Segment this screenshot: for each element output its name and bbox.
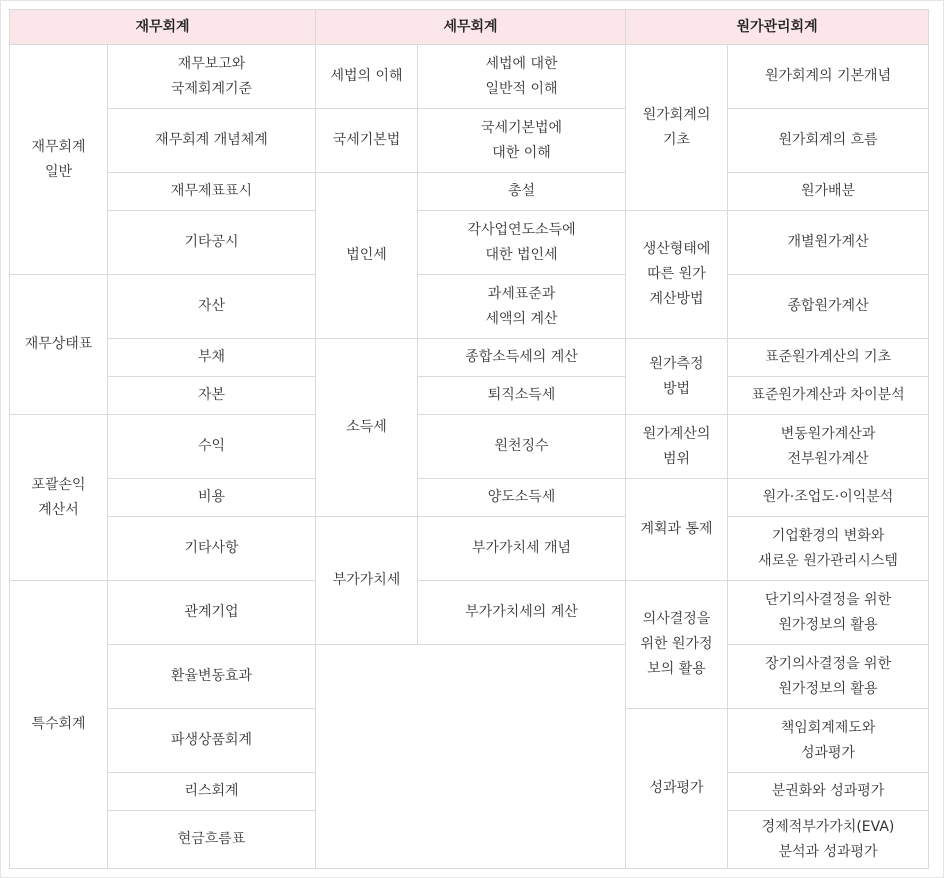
cost-item-cell: 표준원가계산과 차이분석 xyxy=(728,377,929,415)
table-row xyxy=(10,45,929,109)
financial-item-cell: 수익 xyxy=(108,415,316,479)
table-row xyxy=(10,581,929,645)
table-row xyxy=(10,645,929,709)
cost-item-cell: 분권화와 성과평가 xyxy=(728,773,929,811)
table-row xyxy=(10,339,929,377)
header-row xyxy=(10,10,929,45)
cost-item-cell: 변동원가계산과 전부원가계산 xyxy=(728,415,929,479)
cost-item-cell: 원가·조업도·이익분석 xyxy=(728,479,929,517)
cost-item-cell: 종합원가계산 xyxy=(728,275,929,339)
tax-group-cell: 법인세 xyxy=(316,173,418,339)
tax-group-cell: 부가가치세 xyxy=(316,517,418,645)
table-row xyxy=(10,275,929,339)
cost-item-cell: 경제적부가가치(EVA) 분석과 성과평가 xyxy=(728,811,929,869)
tax-empty-area xyxy=(316,645,626,869)
financial-item-cell: 환율변동효과 xyxy=(108,645,316,709)
tax-item-cell: 부가가치세의 계산 xyxy=(418,581,626,645)
table-body xyxy=(10,45,929,869)
financial-item-cell: 재무회계 개념체계 xyxy=(108,109,316,173)
tax-item-cell: 원천징수 xyxy=(418,415,626,479)
financial-group-cell: 특수회계 xyxy=(10,581,108,869)
cost-group-cell: 원가계산의 범위 xyxy=(626,415,728,479)
financial-item-cell: 재무제표표시 xyxy=(108,173,316,211)
tax-item-cell: 과세표준과 세액의 계산 xyxy=(418,275,626,339)
tax-item-cell: 세법에 대한 일반적 이해 xyxy=(418,45,626,109)
cost-item-cell: 기업환경의 변화와 새로운 원가관리시스템 xyxy=(728,517,929,581)
cost-group-cell: 의사결정을 위한 원가정 보의 활용 xyxy=(626,581,728,709)
cost-group-cell: 원가측정 방법 xyxy=(626,339,728,415)
financial-item-cell: 기타공시 xyxy=(108,211,316,275)
cost-item-cell: 원가회계의 흐름 xyxy=(728,109,929,173)
table-row xyxy=(10,415,929,479)
tax-item-cell: 국세기본법에 대한 이해 xyxy=(418,109,626,173)
cost-item-cell: 장기의사결정을 위한 원가정보의 활용 xyxy=(728,645,929,709)
tax-item-cell: 종합소득세의 계산 xyxy=(418,339,626,377)
financial-item-cell: 재무보고와 국제회계기준 xyxy=(108,45,316,109)
table-row xyxy=(10,109,929,173)
cost-item-cell: 표준원가계산의 기초 xyxy=(728,339,929,377)
cost-group-cell: 계획과 통제 xyxy=(626,479,728,581)
tax-group-cell: 국세기본법 xyxy=(316,109,418,173)
financial-group-cell: 재무상태표 xyxy=(10,275,108,415)
cost-group-cell: 성과평가 xyxy=(626,709,728,869)
tax-item-cell: 퇴직소득세 xyxy=(418,377,626,415)
financial-group-cell: 재무회계 일반 xyxy=(10,45,108,275)
cost-item-cell: 원가배분 xyxy=(728,173,929,211)
tax-item-cell: 총설 xyxy=(418,173,626,211)
table-row xyxy=(10,517,929,581)
financial-item-cell: 자산 xyxy=(108,275,316,339)
financial-item-cell: 자본 xyxy=(108,377,316,415)
header-cost-management-accounting: 원가관리회계 xyxy=(626,10,929,45)
tax-group-cell: 세법의 이해 xyxy=(316,45,418,109)
cost-group-cell: 원가회계의 기초 xyxy=(626,45,728,211)
table-row xyxy=(10,211,929,275)
financial-item-cell: 비용 xyxy=(108,479,316,517)
financial-item-cell: 현금흐름표 xyxy=(108,811,316,869)
financial-group-cell: 포괄손익 계산서 xyxy=(10,415,108,581)
tax-group-cell: 소득세 xyxy=(316,339,418,517)
curriculum-table xyxy=(9,9,929,869)
table-row xyxy=(10,173,929,211)
cost-item-cell: 단기의사결정을 위한 원가정보의 활용 xyxy=(728,581,929,645)
table-row xyxy=(10,377,929,415)
cost-item-cell: 책임회계제도와 성과평가 xyxy=(728,709,929,773)
financial-item-cell: 파생상품회계 xyxy=(108,709,316,773)
cost-group-cell: 생산형태에 따른 원가 계산방법 xyxy=(626,211,728,339)
tax-item-cell: 각사업연도소득에 대한 법인세 xyxy=(418,211,626,275)
tax-item-cell: 양도소득세 xyxy=(418,479,626,517)
header-tax-accounting: 세무회계 xyxy=(316,10,626,45)
header-financial-accounting: 재무회계 xyxy=(10,10,316,45)
cost-item-cell: 개별원가계산 xyxy=(728,211,929,275)
financial-item-cell: 관계기업 xyxy=(108,581,316,645)
table-row xyxy=(10,479,929,517)
financial-item-cell: 기타사항 xyxy=(108,517,316,581)
tax-item-cell: 부가가치세 개념 xyxy=(418,517,626,581)
cost-item-cell: 원가회계의 기본개념 xyxy=(728,45,929,109)
table-header xyxy=(10,10,929,45)
financial-item-cell: 리스회계 xyxy=(108,773,316,811)
financial-item-cell: 부채 xyxy=(108,339,316,377)
